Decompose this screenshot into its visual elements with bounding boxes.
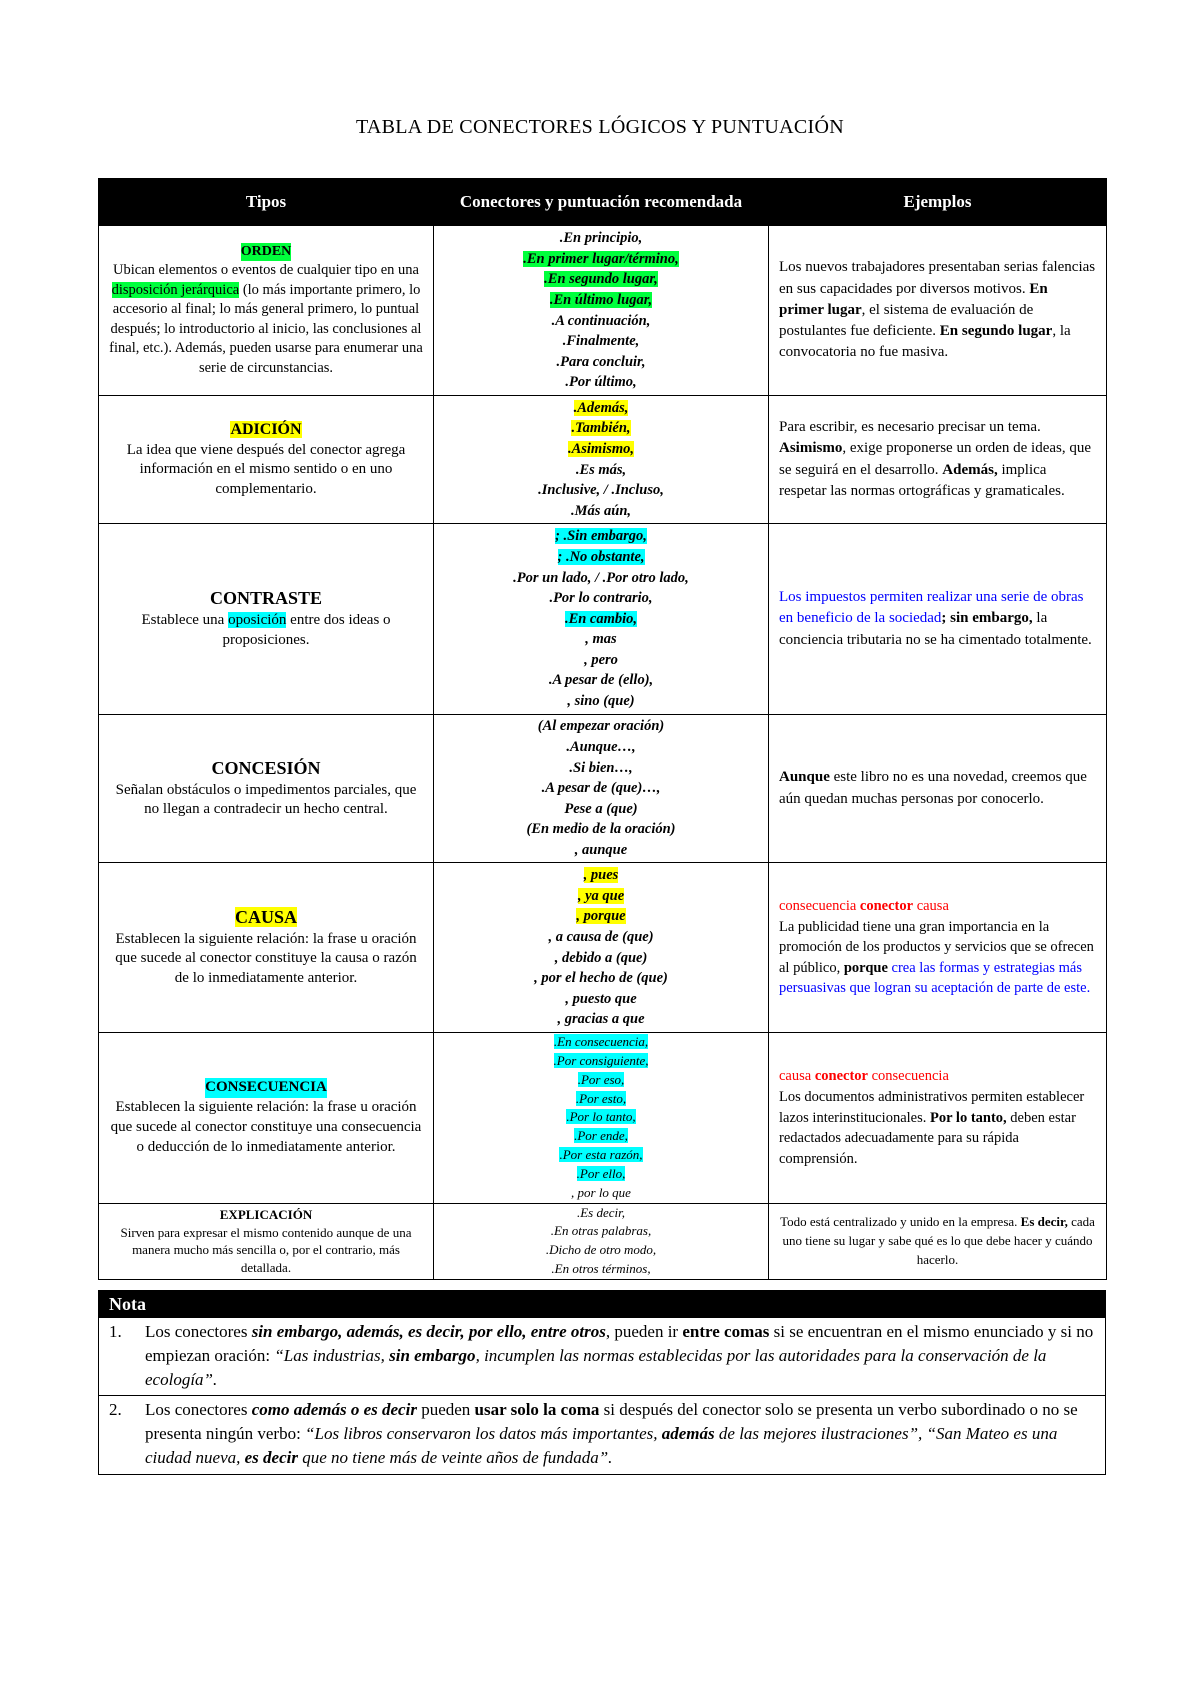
connector-item: , por lo que	[571, 1184, 631, 1200]
consecuencia-example: causa conector consecuencia Los documentos administrativos permiten establecer lazos interinstitucionales. Por lo tanto, deben estar redactados adecuadamente para su rápida comprensión.	[769, 1033, 1107, 1204]
header-tipos: Tipos	[99, 179, 434, 226]
contraste-description: Establece una oposición entre dos ideas o proposiciones.	[141, 612, 391, 648]
page-title: TABLA DE CONECTORES LÓGICOS Y PUNTUACIÓN	[355, 116, 844, 138]
causa-connectors	[434, 863, 769, 1033]
explicacion-type-cell	[99, 1203, 434, 1279]
connector-item: .A continuación,	[551, 312, 651, 329]
connector-item: Pese a (que)	[564, 800, 638, 817]
row-causa	[99, 863, 1107, 1033]
connector-item: , pues	[583, 867, 619, 884]
connector-item: , mas	[585, 631, 617, 648]
connector-item: ; .No obstante,	[557, 548, 645, 565]
connector-item: ; .Sin embargo,	[555, 528, 647, 545]
orden-example: Los nuevos trabajadores presentaban serias falencias en sus capacidades por diversos motivos. En primer lugar, el sistema de evaluación de postulantes fue deficiente. En segundo lugar, la convocatoria no fue masiva.	[769, 226, 1107, 396]
nota-row-2	[99, 1396, 1106, 1474]
connector-item: (Al empezar oración)	[537, 718, 665, 735]
row-contraste	[99, 524, 1107, 715]
consecuencia-description: Establecen la siguiente relación: la frase u oración que sucede al conector constituye una consecuencia o deducción de lo inmediatamente anterior.	[110, 1099, 422, 1155]
connector-item: .En otros términos,	[551, 1261, 651, 1277]
connector-item: .Para concluir,	[556, 353, 646, 370]
connector-item: , ya que	[577, 887, 625, 904]
row-consecuencia	[99, 1033, 1107, 1204]
connector-item: .Por esta razón,	[559, 1147, 643, 1163]
connector-item: .Por lo contrario,	[549, 590, 653, 607]
causa-example: consecuencia conector causa La publicidad tiene una gran importancia en la promoción de los productos y servicios que se ofrecen al público, porque crea las formas y estrategias más persuasivas que logran su aceptación de parte de este.	[769, 863, 1107, 1033]
nota-item-number: 1.	[109, 1322, 122, 1341]
connector-item: .Por ende,	[574, 1128, 628, 1144]
connector-item: .Por consiguiente,	[553, 1052, 649, 1068]
consecuencia-type-cell	[99, 1033, 434, 1204]
causa-name: CAUSA	[234, 906, 297, 927]
causa-type-cell	[99, 863, 434, 1033]
adicion-connectors	[434, 396, 769, 524]
adicion-type-cell	[99, 396, 434, 524]
row-orden	[99, 226, 1107, 396]
connector-item: .Por esto,	[575, 1090, 627, 1106]
contraste-connectors	[434, 524, 769, 715]
concesion-type-cell	[99, 715, 434, 863]
connector-item: .Por eso,	[577, 1071, 625, 1087]
consecuencia-legend: causa conector consecuencia	[779, 1068, 949, 1085]
row-explicacion	[99, 1203, 1107, 1279]
connector-item: .En cambio,	[564, 610, 638, 627]
header-ejemplos: Ejemplos	[769, 179, 1107, 226]
connector-item: .Es decir,	[576, 1204, 626, 1220]
connector-item: , sino (que)	[567, 693, 635, 710]
connector-item: .A pesar de (que)…,	[541, 780, 661, 797]
connector-item: .En principio,	[559, 230, 643, 247]
contraste-example: Los impuestos permiten realizar una serie de obras en beneficio de la sociedad; sin embargo, la conciencia tributaria no se ha cimentado totalmente.	[769, 524, 1107, 715]
contraste-name: CONTRASTE	[209, 588, 323, 609]
adicion-example: Para escribir, es necesario precisar un tema. Asimismo, exige proponerse un orden de ideas, que se seguirá en el desarrollo. Además, implica respetar las normas ortográficas y gramaticales.	[769, 396, 1107, 524]
nota-item-text: Los conectores sin embargo, además, es decir, por ello, entre otros, pueden ir entre comas si se encuentran en el mismo enunciado y si no empiezan oración: “Las industrias, sin embargo, incumplen las normas establecidas por las autoridades para la conservación de la ecología”.	[145, 1322, 1094, 1389]
orden-type-cell	[99, 226, 434, 396]
orden-name: ORDEN	[241, 243, 292, 261]
connectors-table	[98, 178, 1107, 1280]
connector-item: , debido a (que)	[554, 949, 648, 966]
adicion-description: La idea que viene después del conector agrega información en el mismo sentido o en uno complementario.	[126, 441, 406, 498]
connector-item: , aunque	[574, 841, 628, 858]
connector-item: , porque	[576, 908, 626, 925]
concesion-description: Señalan obstáculos o impedimentos parciales, que no llegan a contradecir un hecho central.	[115, 781, 417, 818]
connector-item: .Finalmente,	[562, 333, 640, 350]
connector-item: .Por ello,	[576, 1165, 626, 1181]
nota-row-1	[99, 1318, 1106, 1396]
consecuencia-name: CONSECUENCIA	[205, 1078, 327, 1098]
nota-table	[98, 1290, 1106, 1475]
nota-heading: Nota	[99, 1291, 1106, 1318]
connector-item: , por el hecho de (que)	[534, 970, 668, 987]
connector-item: .Por último,	[565, 374, 637, 391]
row-adicion	[99, 396, 1107, 524]
explicacion-description: Sirven para expresar el mismo contenido aunque de una manera mucho más sencilla o, por el contrario, más detallada.	[120, 1224, 412, 1275]
connector-item: .En otras palabras,	[550, 1223, 652, 1239]
connector-item: .En consecuencia,	[553, 1034, 649, 1049]
connector-item: .En primer lugar/término,	[523, 250, 679, 267]
connector-item: , a causa de (que)	[548, 928, 654, 945]
connector-item: .Aunque…,	[566, 739, 636, 756]
connector-item: .Si bien…,	[569, 759, 633, 776]
explicacion-name: EXPLICACIÓN	[219, 1207, 313, 1223]
concesion-name: CONCESIÓN	[211, 757, 321, 778]
nota-item-text: Los conectores como además o es decir pueden usar solo la coma si después del conector solo se presenta un verbo subordinado o no se presenta ningún verbo: “Los libros conservaron los datos más importantes, además de las mejores ilustraciones”, “San Mateo es una ciudad nueva, es decir que no tiene más de veinte años de fundada”.	[145, 1400, 1078, 1467]
adicion-name: ADICIÓN	[230, 421, 302, 439]
connector-item: (En medio de la oración)	[526, 821, 676, 838]
causa-description: Establecen la siguiente relación: la frase u oración que sucede al conector constituye la causa o razón de lo inmediatamente anterior.	[115, 930, 417, 987]
contraste-type-cell	[99, 524, 434, 715]
orden-description: Ubican elementos o eventos de cualquier tipo en una disposición jerárquica (lo más importante primero, lo accesorio al final; lo más general primero, lo puntual después; lo introductorio al inicio, las conclusiones al final, etc.). Además, pueden usarse para enumerar una serie de circunstancias.	[109, 262, 423, 376]
nota-item-1	[109, 1320, 1095, 1391]
nota-item-number: 2.	[109, 1400, 122, 1420]
connector-item: .Por lo tanto,	[566, 1109, 636, 1125]
connector-item: , puesto que	[565, 990, 637, 1007]
connector-item: , gracias a que	[557, 1011, 645, 1028]
concesion-example: Aunque este libro no es una novedad, creemos que aún quedan muchas personas por conocerlo.	[769, 715, 1107, 863]
table-header-row	[99, 179, 1107, 226]
connector-item: .En segundo lugar,	[544, 271, 658, 288]
header-conectores: Conectores y puntuación recomendada	[434, 179, 769, 226]
connector-item: .Dicho de otro modo,	[545, 1242, 657, 1258]
row-concesion	[99, 715, 1107, 863]
connector-item: , pero	[584, 651, 618, 668]
consecuencia-connectors	[434, 1033, 769, 1204]
concesion-connectors	[434, 715, 769, 863]
connector-item: .Asimismo,	[567, 440, 635, 457]
connector-item: .Además,	[573, 399, 629, 416]
explicacion-example: Todo está centralizado y unido en la empresa. Es decir, cada uno tiene su lugar y sabe qué es lo que debe hacer y cuándo hacerlo.	[769, 1203, 1107, 1279]
nota-item-2	[109, 1398, 1095, 1469]
connector-item: .Por un lado, / .Por otro lado,	[513, 569, 689, 586]
causa-legend: consecuencia conector causa	[779, 898, 949, 915]
orden-connectors	[434, 226, 769, 396]
connector-item: .En último lugar,	[549, 291, 653, 308]
connector-item: .Es más,	[575, 461, 627, 478]
explicacion-connectors	[434, 1203, 769, 1279]
connector-item: .También,	[571, 420, 631, 437]
connector-item: .Inclusive, / .Incluso,	[538, 482, 664, 499]
connector-item: .Más aún,	[570, 502, 632, 519]
connector-item: .A pesar de (ello),	[548, 672, 654, 689]
